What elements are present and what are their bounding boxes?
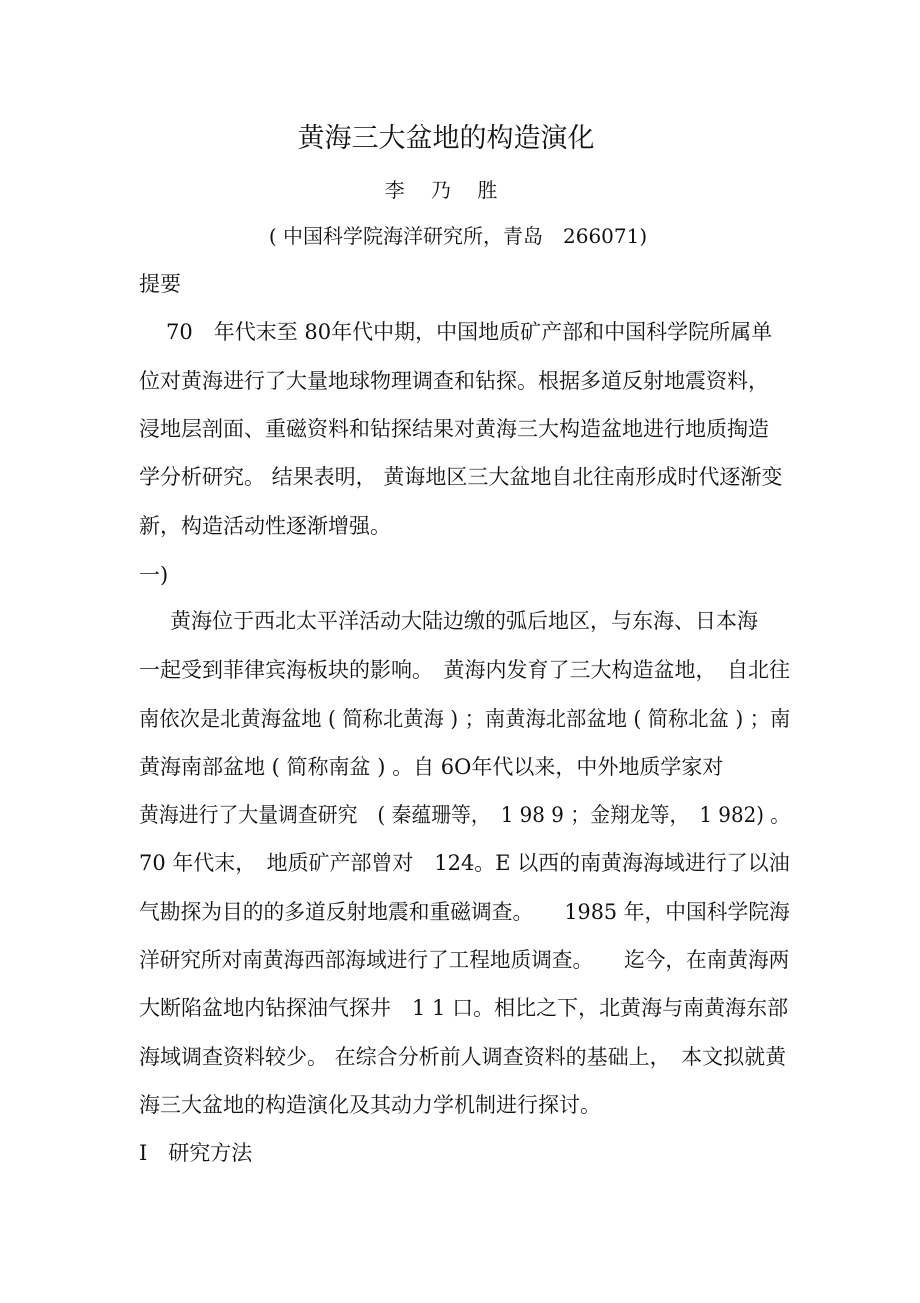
- section-methods-heading: I 研究方法: [139, 1141, 253, 1165]
- abstract-line: 浸地层剖面、重磁资料和钻探结果对黄海三大构造盆地进行地质掏造: [139, 417, 769, 441]
- paper-title: 黄海三大盆地的构造演化: [297, 123, 595, 154]
- intro-line: 黄海南部盆地 ( 简称南盆 ) 。自 6O年代以来，中外地质学家对: [139, 755, 724, 779]
- abstract-line: 学分析研究。 结果表明， 黄诲地区三大盆地自北往南形成时代逐渐变: [139, 465, 783, 489]
- intro-line: 气勘探为目的的多道反射地震和重磁调查。 1985 年，中国科学院海: [139, 900, 790, 924]
- intro-line: 海三大盆地的构造演化及其动力学机制进行探讨。: [139, 1093, 601, 1117]
- abstract-heading: 提要: [139, 272, 181, 296]
- author-name: 李 乃 胜: [384, 178, 508, 202]
- intro-line: 海域调查资料较少。 在综合分析前人调查资料的基础上， 本文拟就黄: [139, 1045, 787, 1069]
- intro-line: 一起受到菲律宾海板块的影响。 黄海内发育了三大构造盆地， 自北往: [139, 658, 790, 682]
- abstract-line: 70 年代末至 80年代中期，中国地质矿产部和中国科学院所属单: [166, 320, 773, 344]
- intro-line: 黄海位于西北太平洋活动大陆边缴的弧后地区，与东海、日本海: [170, 609, 758, 633]
- author-affiliation: ( 中国科学院海洋研究所，青岛 266071): [268, 224, 648, 248]
- intro-line: 大断陷盆地内钻探油气探井 1 1 口。相比之下，北黄海与南黄海东部: [139, 996, 789, 1020]
- abstract-line: 位对黄海进行了大量地球物理调查和钻探。根据多道反射地震资料，: [139, 369, 769, 393]
- intro-line: 黄海进行了大量调查研究 ( 秦蕴珊等， 1 98 9 ；金翔龙等， 1 982) 。: [139, 803, 791, 827]
- intro-line: 南依次是北黄海盆地 ( 简称北黄海 ) ；南黄海北部盆地 ( 简称北盆 ) ；南: [139, 707, 791, 731]
- abstract-line: 新，构造活动性逐渐增强。: [139, 514, 391, 538]
- intro-line: 70 年代末， 地质矿产部曾对 124。E 以西的南黄海海域进行了以油: [139, 851, 790, 875]
- section-intro-heading: 一): [139, 563, 169, 587]
- intro-line: 洋研究所对南黄海西部海域进行了工程地质调查。 迄今，在南黄海两: [139, 948, 790, 972]
